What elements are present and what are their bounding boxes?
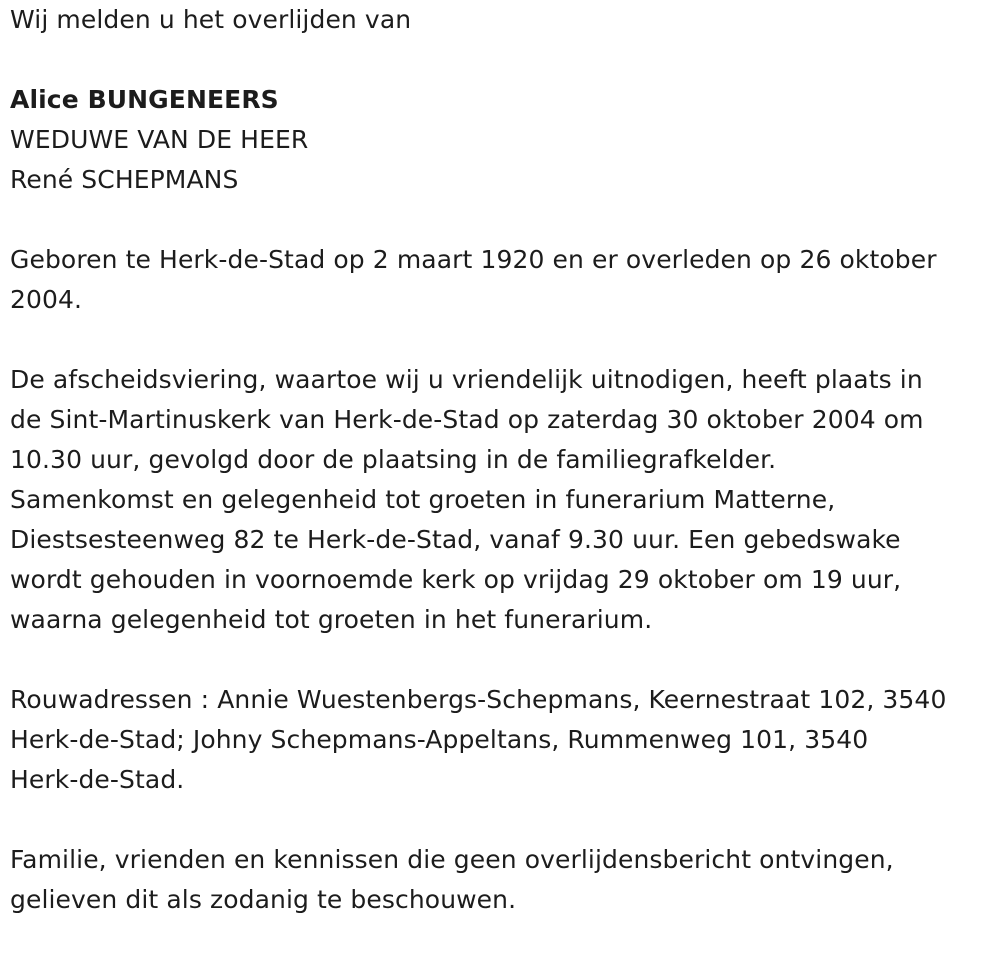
ceremony-line: wordt gehouden in voornoemde kerk op vrijdag 29 oktober om 19 uur, <box>10 565 902 594</box>
spacer <box>10 640 995 680</box>
ceremony-line: Diestsesteenweg 82 te Herk-de-Stad, vanaf 9.30 uur. Een gebedswake <box>10 525 901 554</box>
deceased-first-name: Alice <box>10 85 79 114</box>
spacer <box>10 40 995 80</box>
obituary-notice <box>10 0 995 920</box>
ceremony-line: de Sint-Martinuskerk van Herk-de-Stad op zaterdag 30 oktober 2004 om <box>10 405 924 434</box>
address-line: Rouwadressen : Annie Wuestenbergs-Schepmans, Keernestraat 102, 3540 <box>10 685 947 714</box>
address-line: Herk-de-Stad. <box>10 765 185 794</box>
ceremony-line: waarna gelegenheid tot groeten in het funerarium. <box>10 605 653 634</box>
spouse-name: René SCHEPMANS <box>10 165 239 194</box>
birth-death-line-2: 2004. <box>10 285 83 314</box>
ceremony-line: 10.30 uur, gevolgd door de plaatsing in de familiegrafkelder. <box>10 445 777 474</box>
birth-death-line-1: Geboren te Herk-de-Stad op 2 maart 1920 en er overleden op 26 oktober <box>10 245 937 274</box>
address-line: Herk-de-Stad; Johny Schepmans-Appeltans, Rummenweg 101, 3540 <box>10 725 869 754</box>
closing-line: Familie, vrienden en kennissen die geen overlijdensbericht ontvingen, <box>10 845 894 874</box>
deceased-last-name: BUNGENEERS <box>87 85 279 114</box>
closing-line: gelieven dit als zodanig te beschouwen. <box>10 885 517 914</box>
deceased-status: WEDUWE VAN DE HEER <box>10 125 309 154</box>
intro-text: Wij melden u het overlijden van <box>10 5 412 34</box>
ceremony-line: De afscheidsviering, waartoe wij u vriendelijk uitnodigen, heeft plaats in <box>10 365 923 394</box>
deceased-name <box>10 80 995 120</box>
ceremony-line: Samenkomst en gelegenheid tot groeten in funerarium Matterne, <box>10 485 836 514</box>
spacer <box>10 200 995 240</box>
spacer <box>10 800 995 840</box>
spacer <box>10 320 995 360</box>
